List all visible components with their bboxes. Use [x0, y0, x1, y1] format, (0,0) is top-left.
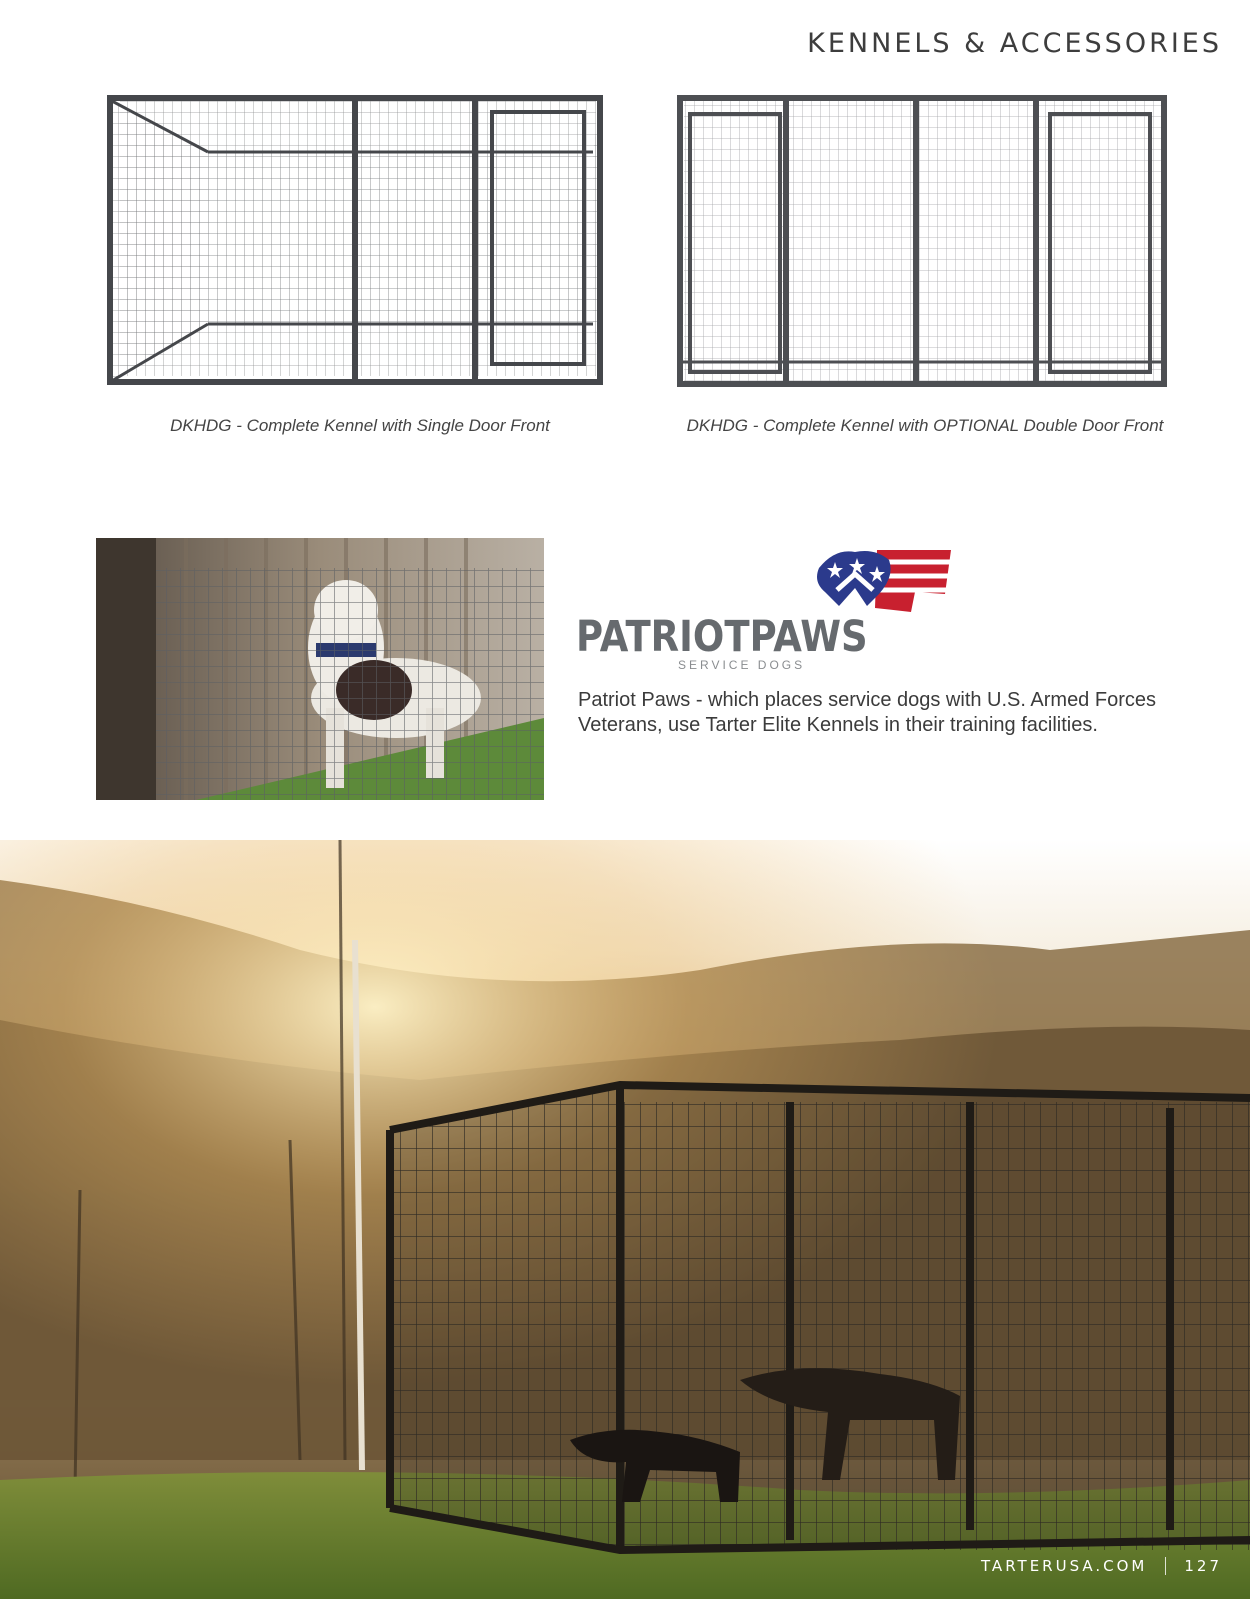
- patriot-paws-wordmark: PATRIOTPAWS: [576, 612, 868, 662]
- patriot-paws-subtitle: SERVICE DOGS: [678, 658, 806, 672]
- outdoor-kennel-photo: [0, 840, 1250, 1599]
- double-door-kennel-photo: [676, 94, 1170, 394]
- product-caption-single-door: DKHDG - Complete Kennel with Single Door Front: [170, 416, 550, 435]
- product-caption-double-door: DKHDG - Complete Kennel with OPTIONAL Double Door Front: [686, 416, 1164, 435]
- single-door-kennel-photo: [100, 90, 620, 400]
- footer-website: TARTERUSA.COM: [980, 1557, 1148, 1575]
- page-number: 127: [1184, 1557, 1222, 1575]
- page-footer: [981, 1557, 1222, 1575]
- footer-divider: [1165, 1557, 1166, 1575]
- feature-description: Patriot Paws - which places service dogs with U.S. Armed Forces Veterans, use Tarter Elite Kennels in their training facilities.: [578, 689, 1156, 736]
- page-title: KENNELS & ACCESSORIES: [807, 28, 1222, 59]
- service-dog-photo: [96, 538, 544, 800]
- patriot-paws-logo-icon: [815, 548, 955, 618]
